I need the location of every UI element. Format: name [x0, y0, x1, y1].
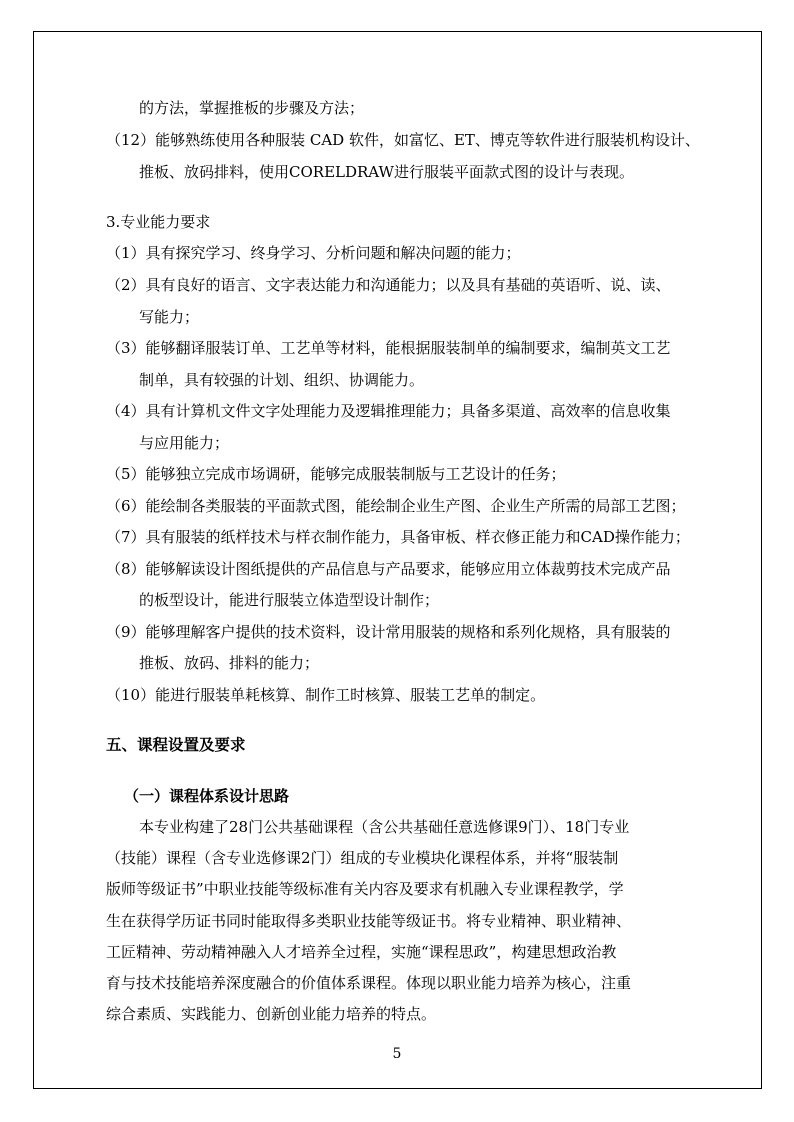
paragraph-line: 版师等级证书”中职业技能等级标准有关内容及要求有机融入专业课程教学，学	[106, 880, 624, 898]
text-line: 写能力；	[139, 308, 200, 326]
text-line: （5）能够独立完成市场调研，能够完成服装制版与工艺设计的任务；	[106, 465, 566, 483]
text-line: 的板型设计，能进行服装立体造型设计制作；	[139, 591, 440, 609]
text-line: 制单，具有较强的计划、组织、协调能力。	[139, 371, 425, 389]
section-heading: 五、课程设置及要求	[106, 736, 246, 754]
text-line: （7）具有服装的纸样技术与样衣制作能力，具备审板、样衣修正能力和CAD操作能力；	[106, 528, 690, 546]
text-line: （4）具有计算机文件文字处理能力及逻辑推理能力；具备多渠道、高效率的信息收集	[106, 402, 671, 420]
text-line: （12）能够熟练使用各种服装 CAD 软件，如富忆、ET、博克等软件进行服装机构设计、	[106, 131, 700, 149]
text-line: （6）能绘制各类服装的平面款式图，能绘制企业生产图、企业生产所需的局部工艺图；	[106, 497, 686, 515]
text-line: （3）能够翻译服装订单、工艺单等材料，能根据服装制单的编制要求，编制英文工艺	[106, 339, 671, 357]
section-subtitle: 3.专业能力要求	[106, 213, 211, 231]
paragraph-line: 综合素质、实践能力、创新创业能力培养的特点。	[106, 1005, 437, 1023]
text-line: 的方法，掌握推板的步骤及方法；	[139, 99, 365, 117]
paragraph-line: （技能）课程（含专业选修课2门）组成的专业模块化课程体系，并将“服装制	[106, 849, 619, 867]
text-line: （9）能够理解客户提供的技术资料，设计常用服装的规格和系列化规格，具有服装的	[106, 623, 671, 641]
text-line: 与应用能力；	[139, 434, 230, 452]
text-line: （8）能够解读设计图纸提供的产品信息与产品要求，能够应用立体裁剪技术完成产品	[106, 560, 671, 578]
text-line: 推板、放码、排料的能力；	[139, 654, 320, 672]
text-line: 推板、放码排料，使用CORELDRAW进行服装平面款式图的设计与表现。	[139, 163, 634, 181]
subsection-heading: （一）课程体系设计思路	[124, 787, 290, 805]
text-line: （2）具有良好的语言、文字表达能力和沟通能力；以及具有基础的英语听、说、读、	[106, 276, 671, 294]
paragraph-line: 生在获得学历证书同时能取得多类职业技能等级证书。将专业精神、职业精神、	[106, 912, 632, 930]
text-line: （10）能进行服装单耗核算、制作工时核算、服装工艺单的制定。	[106, 686, 546, 704]
paragraph-line: 本专业构建了28门公共基础课程（含公共基础任意选修课9门）、18门专业	[139, 818, 630, 836]
paragraph-line: 工匠精神、劳动精神融入人才培养全过程，实施“课程思政”，构建思想政治教	[106, 943, 617, 961]
page-number: 5	[392, 1046, 402, 1062]
text-line: （1）具有探究学习、终身学习、分析问题和解决问题的能力；	[106, 244, 521, 262]
paragraph-line: 育与技术技能培养深度融合的价值体系课程。体现以职业能力培养为核心，注重	[106, 974, 632, 992]
